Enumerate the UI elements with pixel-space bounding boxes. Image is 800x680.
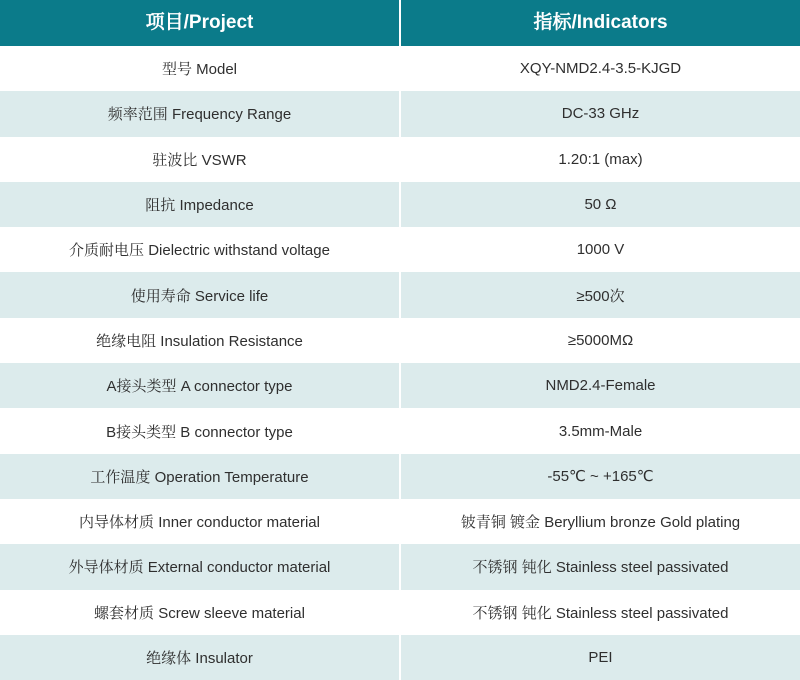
cell-indicator: 不锈钢 钝化 Stainless steel passivated — [400, 544, 800, 589]
table-row — [0, 635, 800, 680]
column-header-indicators: 指标/Indicators — [400, 0, 800, 46]
cell-indicator: 铍青铜 镀金 Beryllium bronze Gold plating — [400, 499, 800, 544]
table-row — [0, 46, 800, 91]
table-header — [0, 0, 800, 46]
cell-indicator: 1.20:1 (max) — [400, 137, 800, 182]
cell-project: A接头类型 A connector type — [0, 363, 400, 408]
cell-project: B接头类型 B connector type — [0, 408, 400, 453]
cell-indicator: -55℃ ~ +165℃ — [400, 454, 800, 499]
table-row — [0, 318, 800, 363]
cell-project: 驻波比 VSWR — [0, 137, 400, 182]
cell-indicator: 50 Ω — [400, 182, 800, 227]
table-body — [0, 46, 800, 680]
table-row — [0, 408, 800, 453]
cell-project: 绝缘体 Insulator — [0, 635, 400, 680]
cell-project: 绝缘电阻 Insulation Resistance — [0, 318, 400, 363]
column-header-project: 项目/Project — [0, 0, 400, 46]
cell-project: 型号 Model — [0, 46, 400, 91]
table-row — [0, 363, 800, 408]
table-row — [0, 544, 800, 589]
cell-indicator: PEI — [400, 635, 800, 680]
cell-project: 螺套材质 Screw sleeve material — [0, 590, 400, 635]
cell-project: 阻抗 Impedance — [0, 182, 400, 227]
table-row — [0, 137, 800, 182]
cell-project: 外导体材质 External conductor material — [0, 544, 400, 589]
cell-project: 介质耐电压 Dielectric withstand voltage — [0, 227, 400, 272]
table-row — [0, 227, 800, 272]
table-row — [0, 499, 800, 544]
table-row — [0, 590, 800, 635]
table-header-row — [0, 0, 800, 46]
cell-indicator: XQY-NMD2.4-3.5-KJGD — [400, 46, 800, 91]
table-row — [0, 182, 800, 227]
cell-indicator: ≥500次 — [400, 272, 800, 317]
cell-indicator: 1000 V — [400, 227, 800, 272]
cell-indicator: 不锈钢 钝化 Stainless steel passivated — [400, 590, 800, 635]
cell-project: 内导体材质 Inner conductor material — [0, 499, 400, 544]
cell-project: 使用寿命 Service life — [0, 272, 400, 317]
cell-indicator: NMD2.4-Female — [400, 363, 800, 408]
table-row — [0, 272, 800, 317]
table-row — [0, 454, 800, 499]
cell-project: 工作温度 Operation Temperature — [0, 454, 400, 499]
cell-indicator: 3.5mm-Male — [400, 408, 800, 453]
table-row — [0, 91, 800, 136]
cell-project: 频率范围 Frequency Range — [0, 91, 400, 136]
cell-indicator: ≥5000MΩ — [400, 318, 800, 363]
cell-indicator: DC-33 GHz — [400, 91, 800, 136]
